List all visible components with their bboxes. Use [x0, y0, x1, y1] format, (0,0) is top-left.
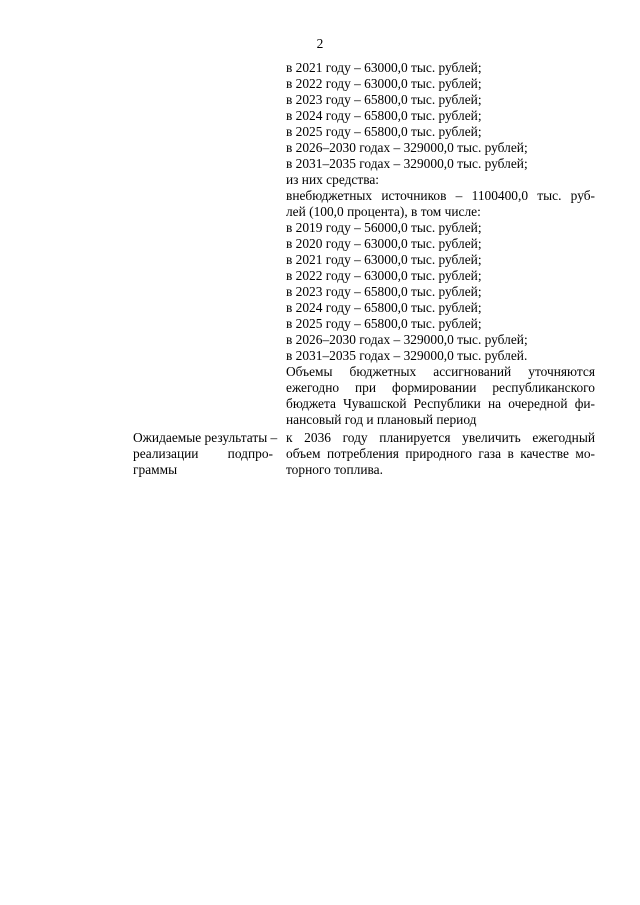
extra-financing-line: в 2023 году – 65800,0 тыс. рублей; [286, 284, 482, 299]
financing-section [286, 60, 595, 428]
note-line: бюджета Чувашской Республики на очередной фи- [286, 396, 595, 411]
page-number: 2 [316, 36, 324, 51]
extra-financing-line: в 2021 году – 63000,0 тыс. рублей; [286, 252, 482, 267]
financing-line: в 2025 году – 65800,0 тыс. рублей; [286, 124, 482, 139]
result-line: объем потребления природного газа в качестве мо- [286, 446, 595, 461]
label-line: Ожидаемые результаты – [133, 430, 278, 445]
extra-financing-line: в 2026–2030 годах – 329000,0 тыс. рублей; [286, 332, 528, 347]
extra-financing-line: в 2022 году – 63000,0 тыс. рублей; [286, 268, 482, 283]
financing-line: в 2022 году – 63000,0 тыс. рублей; [286, 76, 482, 91]
result-line: торного топлива. [286, 462, 383, 477]
financing-line: в 2031–2035 годах – 329000,0 тыс. рублей; [286, 156, 528, 171]
extra-financing-line: в 2020 году – 63000,0 тыс. рублей; [286, 236, 482, 251]
extra-financing-line: в 2031–2035 годах – 329000,0 тыс. рублей. [286, 348, 528, 363]
financing-subheading: из них средства: [286, 172, 380, 187]
expected-results-text [286, 430, 595, 478]
label-line: граммы [133, 462, 178, 477]
expected-results-label [133, 430, 278, 478]
extra-financing-line: в 2024 году – 65800,0 тыс. рублей; [286, 300, 482, 315]
extra-budget-line: внебюджетных источников – 1100400,0 тыс. руб- [286, 188, 595, 203]
note-line: нансовый год и плановый период [286, 412, 477, 427]
financing-line: в 2024 году – 65800,0 тыс. рублей; [286, 108, 482, 123]
financing-line: в 2026–2030 годах – 329000,0 тыс. рублей; [286, 140, 528, 155]
result-line: к 2036 году планируется увеличить ежегодный [286, 430, 595, 445]
extra-financing-line: в 2019 году – 56000,0 тыс. рублей; [286, 220, 482, 235]
label-line: реализации подпро- [133, 446, 273, 461]
note-line: Объемы бюджетных ассигнований уточняются [286, 364, 595, 379]
financing-line: в 2021 году – 63000,0 тыс. рублей; [286, 60, 482, 75]
extra-budget-line: лей (100,0 процента), в том числе: [286, 204, 481, 219]
extra-financing-line: в 2025 году – 65800,0 тыс. рублей; [286, 316, 482, 331]
financing-line: в 2023 году – 65800,0 тыс. рублей; [286, 92, 482, 107]
note-line: ежегодно при формировании республиканского [286, 380, 595, 395]
